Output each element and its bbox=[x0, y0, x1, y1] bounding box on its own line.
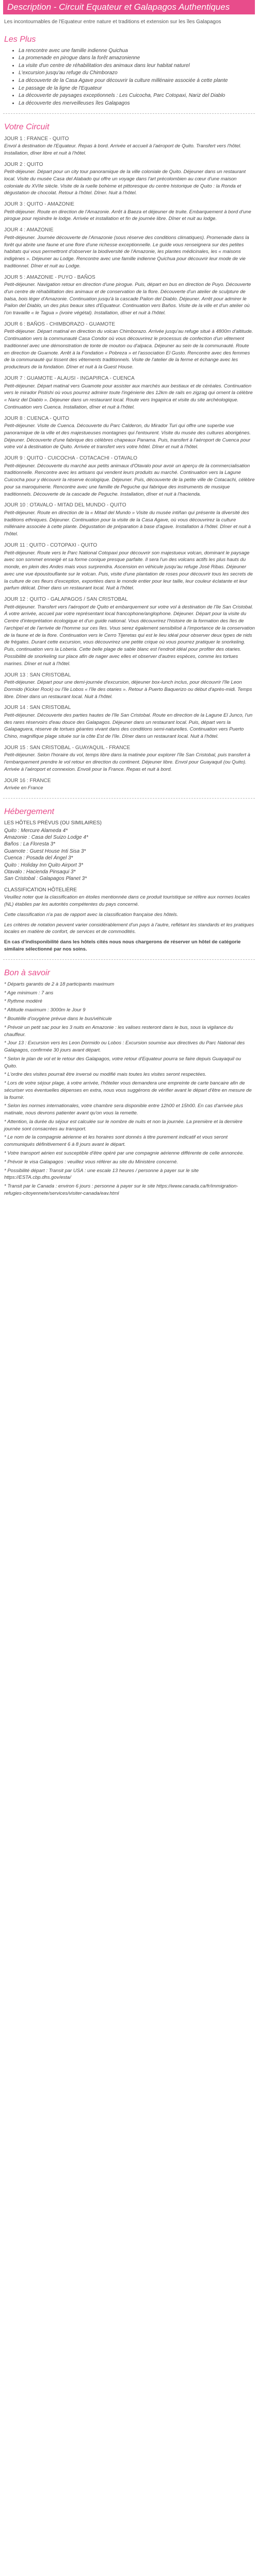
itinerary-day bbox=[4, 672, 255, 701]
note-item: * Age minimum : 7 ans bbox=[4, 990, 54, 996]
day-text: Petit-déjeuner. Départ matinal vers Guamote pour assister aux marchés aux bestiaux et de céréales. Continuation vers le mirador Pistishi où vous pourrez admirer toute l'ingénierie des 12km de rails en zigzag qui ornent la célèbre « Nariz del Diablo ». Déjeuner dans un restaurant local. Route vers Ingapirca et visite du site archéologique. Continuation vers Cuenca. Installation, dîner et nuit à l'hôtel. bbox=[4, 383, 253, 410]
section-heading-circuit: Votre Circuit bbox=[4, 123, 50, 132]
day-text: Petit-déjeuner. Route en direction de la « Mitad del Mundo » Visite du musée intiñan qui présente la diversité des traditions ethniques. Déjeuner. Continuation pour la visite de la Casa Agave, où vous découvrirez la culture millénaire associée à cette plante. Dégustation de préparation à base d'agave. Installation à l'hôtel. Dîner et nuit à l'hôtel. bbox=[4, 510, 251, 537]
day-title: JOUR 13 : SAN CRISTOBAL bbox=[4, 672, 71, 678]
note-item: * Le nom de la compagnie aérienne et les horaires sont donnés à titre purement indicatif et vous seront communiqués définitivement 6 à 8 jours avant le départ. bbox=[4, 1134, 228, 1148]
day-title: JOUR 9 : QUITO - CUICOCHA - COTACACHI - OTAVALO bbox=[4, 455, 137, 462]
hotel-item: Quito : Holiday Inn Quito Airport 3* bbox=[4, 862, 84, 868]
itinerary-day bbox=[4, 777, 255, 792]
day-text: Petit-déjeuner. Transfert vers l'aéroport de Quito et embarquement sur votre vol à destination de l'île San Cristobal. À votre arrivée, accueil par votre représentant local francophone/anglophone. Déjeuner. Départ pour la visite du Centre d'interprétation écologique et d'un guide national. Vous découvrirez l'histoire de la formation des îles de l'archipel et de l'arrivée de l'homme sur ces îles. Vous serez également sensibilisé à l'importance de la conservation de la faune et de la flore. Continuation vers le Cerro Tijeretas qui est le lieu idéal pour observer deux types de nids de frégates. Durant cette excursion, vous découvrirez une petite crique où vous pourrez pratiquer le snorkeling. Puis, continuation vers la Loberia. Cette belle plage de sable blanc est l'endroit idéal pour profiter des otaries. Possibilité de snorkeling sur place afin de nager avec elles et observer d'autres espèces, comme les tortues marines. Dîner et nuit à l'hôtel. bbox=[4, 604, 255, 667]
hotel-item: Amazonie : Casa del Suizo Lodge 4* bbox=[4, 835, 88, 841]
note-item: * Jour 13 : Excursion vers les Leon Dormido ou Lobos : Excursion soumise aux directives du Parc National des Galapagos, confirmée 30 jours avant départ. bbox=[4, 1040, 245, 1054]
section-divider bbox=[3, 959, 255, 960]
hotel-item: Quito : Mercure Alameda 4* bbox=[4, 827, 68, 834]
day-title: JOUR 8 : CUENCA - QUITO bbox=[4, 415, 69, 421]
note-item: * Prévoir le visa Galapagos : veuillez vous référer au site du Ministère concerné. bbox=[4, 1159, 178, 1165]
hotel-item: Baños : La Floresta 3* bbox=[4, 841, 55, 848]
day-text: Arrivée en France bbox=[4, 785, 43, 791]
day-title: JOUR 1 : FRANCE - QUITO bbox=[4, 135, 69, 142]
plus-item: • L'excursion jusqu'au refuge du Chimborazo bbox=[19, 70, 255, 77]
section-heading-plus: Les Plus bbox=[4, 35, 36, 44]
itinerary-day bbox=[4, 321, 255, 371]
day-title: JOUR 4 : AMAZONIE bbox=[4, 227, 54, 233]
section-divider bbox=[3, 113, 255, 114]
plus-item: • La découverte des merveilleuses îles Galapagos bbox=[19, 100, 255, 108]
plus-item: • La découverte de la Casa Agave pour découvrir la culture millénaire associée à cette plante bbox=[19, 77, 255, 85]
day-title: JOUR 11 : QUITO - COTOPAXI - QUITO bbox=[4, 543, 98, 549]
day-text: Petit-déjeuner. Découverte du marché aux petits animaux d'Otavalo pour avoir un aperçu de la commercialisation traditionnelle. Rencontre avec les artisans qui vendent leurs produits au marché. Continuation vers la Lagune Cuicocha pour y découvrir la réserve écologique. Déjeuner. Puis, découverte de la petite ville de Cotacachi, célèbre pour sa maroquinerie. Rencontre avec une famille de Peguche qui fabrique des instruments de musique traditionnels. Découverte de la cascade de Peguche. Installation, dîner et nuit à l'hacienda. bbox=[4, 463, 255, 497]
day-text: Petit-déjeuner. Navigation retour en direction d'une pirogue. Puis, départ en bus en direction de Puyo. Découverte d'un centre de réhabilitation des animaux et de conservation de la flore. Découverte d'un atelier de sculpture de balsa, bois léger d'Amazonie. Continuation jusqu'à la cascade Pailon del Diablo. Déjeuner. Arrêt pour admirer le Pailon del Diablo, un des plus beaux sites d'Equateur. Continuation vers Baños. Visite de la ville et d'un atelier où l'on travaille « le Tagua » (ivoire végétal). Installation, dîner et nuit à l'hôtel. bbox=[4, 282, 251, 316]
plus-item: • La découverte de paysages exceptionnels : Les Cuicocha, Parc Cotopaxi, Nariz del Diablo bbox=[19, 92, 255, 100]
itinerary-day bbox=[4, 135, 255, 157]
note-item: * Transit par le Canada : environ 6 jours : personne à payer sur le site https://www.canada.ca/fr/immigration-refugies-citoyennete/services/visiter-canada/eav.html bbox=[4, 1183, 238, 1196]
intro-text: Les incontournables de l'Equateur entre nature et traditions et extension sur les îles Galapagos bbox=[4, 19, 221, 25]
day-title: JOUR 3 : QUITO - AMAZONIE bbox=[4, 201, 74, 208]
day-text: Petit-déjeuner. Visite de Cuenca. Découverte du Parc Calderon, du Mirador Turi qui offre une superbe vue panoramique de la ville et des majestueuses montagnes qui l'entourent. Visite du musée des cultures aborigènes. Déjeuner. Découverte d'une fabrique des célèbres chapeaux Panama. Puis, transfert à l'aéroport de Cuenca pour votre vol à destination de Quito. Arrivée et transfert vers votre hôtel. Dîner et nuit à l'hôtel. bbox=[4, 423, 251, 450]
day-text: Petit-déjeuner. Départ pour un city tour panoramique de la ville coloniale de Quito. Déjeuner dans un restaurant local. Visite du musée Casa del Alabado qui offre un voyage dans l'art précolombien au cœur d'une maison coloniale du XVIIe siècle. Visite de la ruelle bohème et pittoresque du centre historique de Quito : la Ronda et dégustation de chocolat. Retour à l'hôtel. Dîner. Nuit à l'hôtel. bbox=[4, 169, 246, 196]
day-text: Petit-déjeuner. Route en direction de l'Amazonie. Arrêt à Baeza et déjeuner de truite. Embarquement à bord d'une pirogue pour rejoindre le lodge. Arrivée et installation et fin de journée libre. Dîner et nuit au lodge. bbox=[4, 209, 251, 222]
notes-list bbox=[4, 981, 255, 1197]
day-title: JOUR 12 : QUITO - GALAPAGOS / SAN CRISTOBAL bbox=[4, 597, 128, 603]
itinerary-day bbox=[4, 704, 255, 740]
day-text: Envol à destination de l'Equateur. Repas à bord. Arrivée et accueil à l'aéroport de Quito. Transfert vers l'hôtel. Installation, dîner libre et nuit à l'hôtel. bbox=[4, 143, 241, 156]
hotel-item: Cuenca : Posada del Ángel 3* bbox=[4, 855, 73, 861]
itinerary-day bbox=[4, 542, 255, 592]
day-title: JOUR 2 : QUITO bbox=[4, 161, 43, 167]
hotel-item: Otavalo : Hacienda Pinsaqui 3* bbox=[4, 869, 76, 875]
note-item: * Boutéille d'oxygène prévue dans le bus/véhicule bbox=[4, 1015, 112, 1022]
itinerary-day bbox=[4, 227, 255, 269]
day-title: JOUR 15 : SAN CRISTOBAL - GUAYAQUIL - FRANCE bbox=[4, 744, 131, 751]
classification-note bbox=[4, 939, 255, 953]
section-heading-bon-a-savoir: Bon à savoir bbox=[4, 968, 50, 977]
day-text: Petit-déjeuner. Selon l'horaire du vol, temps libre dans la matinée pour explorer l'île San Cristobal, puis transfert à l'embarquement prendre le vol retour en direction du continent. Déjeuner libre. Envol pour Guayaquil (ou Quito). Arrivée à l'aéroport et connexion. Envoli pour la France. Repas et nuit à bord. bbox=[4, 752, 250, 772]
day-title: JOUR 14 : SAN CRISTOBAL bbox=[4, 705, 71, 711]
hotel-item: San Cristobal : Galapagos Planet 3* bbox=[4, 876, 87, 882]
itinerary-day bbox=[4, 415, 255, 451]
section-divider bbox=[3, 798, 255, 799]
note-item: * Rythme modéré bbox=[4, 998, 42, 1005]
itinerary-day bbox=[4, 274, 255, 317]
itinerary-day bbox=[4, 455, 255, 498]
note-item: * Lors de votre séjour plage, à votre arrivée, l'hôtelier vous demandera une empreinte de carte bancaire afin de sécuriser vos éventuelles dépenses en extra, nous vous suggérons de vérifier avant le départ d'être en mesure de la fournir. bbox=[4, 1080, 252, 1100]
hotel-item: Guamote : Guest House Inti Sisa 3* bbox=[4, 848, 86, 854]
day-text: Petit-déjeuner. Découverte des parties hautes de l'île San Cristobal. Route en direction de la Lagune El Junco, l'un des rares réservoirs d'eau douce des Galapagos. Déjeuner dans un restaurant local. Puis, départ vers la Galapaguera, réserve de tortues géantes vivant dans des conditions semi-naturelles. Continuation vers Puerto Chino, magnifique plage située sur la côte Est de l'île. Dîner dans un restaurant local. Nuit à l'hôtel. bbox=[4, 712, 253, 740]
note-item: * Départs garantis de 2 à 18 participants maximum bbox=[4, 981, 115, 987]
note-item: * L'ordre des visites pourrait être inversé ou modifié mais toutes les visites seront respectées. bbox=[4, 1072, 207, 1078]
plus-item: • La rencontre avec une famille indienne Quichua bbox=[19, 47, 255, 55]
plus-list bbox=[3, 47, 255, 108]
classification-paragraph: Cette classification n'a pas de rapport avec la classification française des hôtels. bbox=[4, 911, 179, 918]
day-text: Petit-déjeuner. Journée découverte de l'Amazonie (sous réserve des conditions climatiques). Promenade dans la forêt qui abrite une faune et une flore d'une richesse exceptionnelle. Le guide vous renseignera sur des petites habitats qui vous permettront d'observer la biodiversité de l'Amazonie, les plantes médicinales, les « maisons indigènes ». Déjeuner au Lodge. Rencontre avec une famille indienne Quichua pour découvrir leur mode de vie traditionnel. Dîner et nuit au Lodge. bbox=[4, 234, 249, 269]
section-heading-hebergement: Hébergement bbox=[4, 807, 54, 816]
note-item: * Selon le plan de vol et le retour des Galapagos, votre retour d'Equateur pourra se faire depuis Guayaquil ou Quito. bbox=[4, 1056, 241, 1069]
note-item: * Votre transport aérien est susceptible d'être opéré par une compagnie aérienne différente de celle annoncée. bbox=[4, 1150, 244, 1156]
day-text: Petit-déjeuner. Départ matinal en direction du volcan Chimborazo. Arrivée jusqu'au refuge situé à 4800m d'altitude. Continuation vers la communauté Casa Condor où vous découvrirez le processus de confection d'un vêtement traditionnel avec une démonstration de tonte de mouton ou d'alpaca. Déjeuner au sein de la communauté. Route en direction de Guamote. Arrêt à la Fondation « Pobreza » et l'association El Gusto. Rencontre avec des femmes de la communauté qui tissent des vêtements traditionnels. Visite de l'atelier de la ferme et échange avec les producteurs de la fondation. Dîner et nuit à la Guest House. bbox=[4, 329, 253, 370]
itinerary-day bbox=[4, 201, 255, 223]
itinerary bbox=[3, 135, 255, 792]
note-item: * Prévoir un petit sac pour les 3 nuits en Amazonie : les valises resteront dans le bus, sous la vigilance du chauffeur. bbox=[4, 1024, 233, 1038]
day-text: Petit-déjeuner. Départ pour une demi-journée d'excursion, déjeuner box-lunch inclus, pour découvrir l'île Leon Dormido (Kicker Rock) ou l'île Lobos « l'île des otaries ». Retour à Puerto Baquerizo ou début d'après-midi. Temps libre. Dîner dans un restaurant local. Nuit à l'hôtel. bbox=[4, 680, 252, 700]
note-item: * Selon les normes internationales, votre chambre sera disponible entre 12h00 et 15h00. En cas d'arrivée plus matinale, nous devrons patienter avant qu'on vous la remette. bbox=[4, 1103, 243, 1116]
itinerary-day bbox=[4, 744, 255, 773]
hotel-list bbox=[4, 827, 255, 883]
day-title: JOUR 7 : GUAMOTE - ALAUSI - INGAPIRCA - CUENCA bbox=[4, 376, 135, 381]
day-title: JOUR 16 : FRANCE bbox=[4, 777, 51, 784]
plus-item: • La promenade en pirogue dans la forêt amazonienne bbox=[19, 55, 255, 62]
classification-paragraph: Les critères de notation peuvent varier considérablement d'un pays à l'autre, reflétant les standards et les pratiques locales en matière de confort, de services et de commodités. bbox=[4, 922, 254, 935]
hotels-title: LES HÔTELS PRÉVUS (OU SIMILAIRES) bbox=[4, 820, 102, 826]
page bbox=[0, 0, 258, 1197]
plus-item: • Le passage de la ligne de l'Equateur bbox=[19, 85, 255, 93]
itinerary-day bbox=[4, 502, 255, 538]
itinerary-day bbox=[4, 375, 255, 411]
page-title: Description - Circuit Equateur et Galapagos Authentiques bbox=[3, 0, 255, 14]
itinerary-day bbox=[4, 161, 255, 197]
day-title: JOUR 10 : OTAVALO - MITAD DEL MUNDO - QUITO bbox=[4, 502, 126, 509]
classification-title: CLASSIFICATION HÔTELIÈRE bbox=[4, 887, 77, 893]
itinerary-day bbox=[4, 596, 255, 667]
classification-bold-text: En cas d'indisponibilité dans les hôtels cités nous nous chargerons de réserver un hôtel de catégorie similaire sélectionné par nos soins. bbox=[4, 939, 241, 952]
day-title: JOUR 5 : AMAZONIE - PUYO - BAÑOS bbox=[4, 274, 95, 280]
day-title: JOUR 6 : BAÑOS - CHIMBORAZO - GUAMOTE bbox=[4, 321, 116, 327]
note-item: * Attention, la durée du séjour est calculée sur le nombre de nuits et non la journée. La première et la dernière journée sont consacrées au transport. bbox=[4, 1118, 243, 1132]
classification-paragraph: Veuillez noter que la classification en étoiles mentionnée dans ce produit touristique se réfère aux normes locales (NL) établies par les autorités compétentes du pays concerné. bbox=[4, 894, 250, 908]
day-text: Petit-déjeuner. Route vers le Parc National Cotopaxi pour découvrir son majestueux volcan, dominant le paysage avec son sommet enneigé et sa forme conique presque parfaite. Il sera l'un des volcans actifs les plus hauts du monde, en plein des Andes mais vous surprendra. Ascension en véhicule jusqu'au refuge José Ribas. Déjeuner avec une vue époustouflante sur le volcan. Puis, visite d'une plantation de roses pour découvrir tous les secrets de la culture de ces fleurs d'exception, exportées dans le monde entier pour leur taille, leur couleur éclatante et leur parfum délicat. Dîner dans un restaurant local. Nuit à l'hôtel. bbox=[4, 550, 253, 591]
note-item: * Possibilité départ : Transit par USA : une escale 13 heures / personne à payer sur le site https://ESTA.cbp.dhs.gov/esta/ bbox=[4, 1167, 199, 1181]
plus-item: • La visite d'un centre de réhabilitation des animaux dans leur habitat naturel bbox=[19, 62, 255, 70]
note-item: * Altitude maximum : 3000m le Jour 9 bbox=[4, 1007, 86, 1013]
